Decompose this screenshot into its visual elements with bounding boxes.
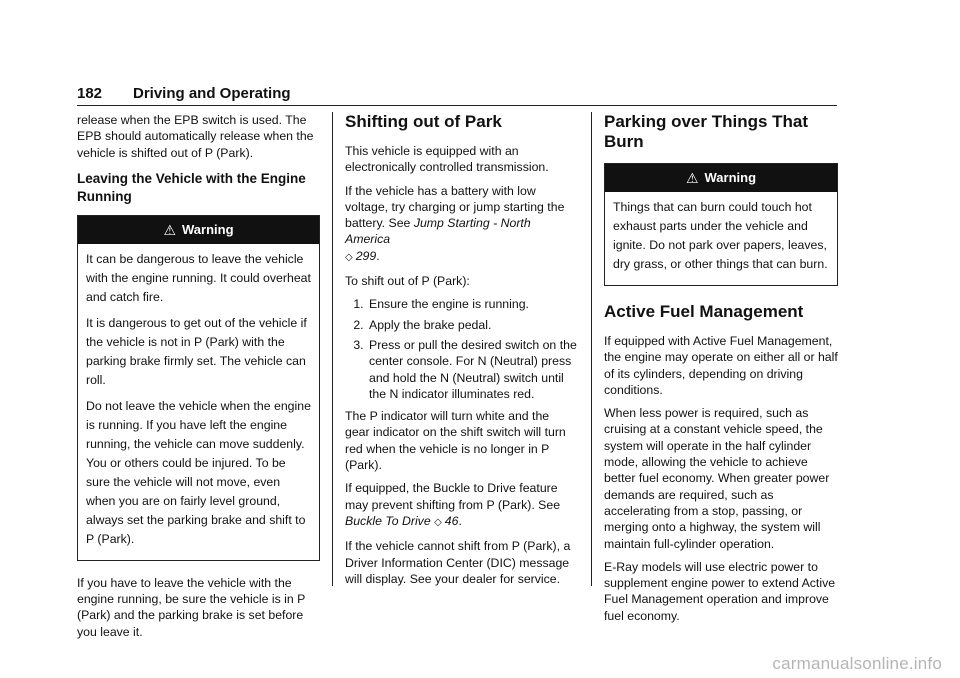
warning-box bbox=[77, 215, 320, 561]
list-item: 1. Ensure the engine is running. bbox=[367, 296, 577, 312]
warning-body bbox=[605, 192, 837, 285]
page-header bbox=[77, 83, 837, 106]
warning-triangle-icon: ⚠ bbox=[163, 221, 177, 238]
cross-reference-link[interactable]: Buckle To Drive bbox=[345, 513, 431, 528]
paragraph: This vehicle is equipped with an electronically controlled transmission. bbox=[345, 144, 549, 175]
page-ref-icon: ◇ bbox=[345, 251, 353, 263]
warning-body bbox=[78, 244, 319, 560]
paragraph: If equipped with Active Fuel Management, the engine may operate on either all or half of its cylinders, depending on driving conditions. bbox=[604, 334, 838, 397]
warning-text: Do not leave the vehicle when the engine is running. If you have left the engine running, the vehicle can move suddenly. You or others could be injured. To be sure the vehicle will not move, even when you are on fairly level ground, always set the parking brake and shift to P (Park). bbox=[86, 398, 311, 546]
list-item: 3. Press or pull the desired switch on the center console. For N (Neutral) press and hold the N (Neutral) switch until the N indicator illuminates red. bbox=[367, 337, 577, 402]
paragraph: When less power is required, such as cruising at a constant vehicle speed, the system will operate in the half cylinder mode, allowing the vehicle to achieve better fuel economy. When greater power demands are required, such as accelerating from a stop, passing, or merging onto a highway, the system will maintain full-cylinder operation. bbox=[604, 406, 830, 551]
column-1 bbox=[77, 112, 320, 647]
watermark: carmanualsonline.info bbox=[772, 654, 942, 673]
paragraph: The P indicator will turn white and the gear indicator on the shift switch will turn red when the vehicle is no longer in P (Park). bbox=[345, 409, 566, 473]
cross-reference-link[interactable]: Jump Starting - North America bbox=[345, 216, 531, 247]
column-2 bbox=[345, 112, 577, 594]
paragraph: If the vehicle has a battery with low voltage, try charging or jump starting the battery. See Jump Starting - North America ◇ 299. bbox=[345, 183, 565, 263]
page-reference[interactable]: 299 bbox=[355, 248, 377, 263]
warning-header bbox=[78, 216, 319, 244]
section-title: Driving and Operating bbox=[133, 85, 291, 102]
paragraph: release when the EPB switch is used. The EPB should automatically release when the vehicle is shifted out of P (Park). bbox=[77, 113, 314, 160]
column-3 bbox=[604, 112, 838, 631]
warning-text: Things that can burn could touch hot exhaust parts under the vehicle and ignite. Do not park over papers, leaves, dry grass, or other things that can burn. bbox=[613, 200, 828, 271]
warning-triangle-icon: ⚠ bbox=[685, 169, 699, 186]
paragraph: If the vehicle cannot shift from P (Park), a Driver Information Center (DIC) message will display. See your dealer for service. bbox=[345, 539, 571, 586]
warning-label: Warning bbox=[704, 169, 757, 185]
paragraph: To shift out of P (Park): bbox=[345, 274, 470, 289]
paragraph: If equipped, the Buckle to Drive feature may prevent shifting from P (Park). See Buckle To Drive ◇ 46. bbox=[345, 481, 561, 528]
page-reference[interactable]: 46 bbox=[444, 513, 459, 528]
page-number: 182 bbox=[77, 85, 103, 102]
paragraph: E-Ray models will use electric power to supplement engine power to extend Active Fuel Management operation and improve fuel economy. bbox=[604, 559, 836, 623]
warning-text: It can be dangerous to leave the vehicle with the engine running. It could overheat and catch fire. bbox=[86, 251, 311, 304]
heading-parking-over-things: Parking over Things That Burn bbox=[604, 112, 809, 151]
steps-list bbox=[345, 296, 577, 402]
column-divider bbox=[591, 112, 592, 586]
warning-box bbox=[604, 163, 838, 286]
warning-text: It is dangerous to get out of the vehicle if the vehicle is not in P (Park) with the parking brake firmly set. The vehicle can roll. bbox=[86, 315, 307, 387]
list-item: 2. Apply the brake pedal. bbox=[367, 317, 577, 333]
heading-shifting-out-of-park: Shifting out of Park bbox=[345, 112, 502, 131]
page-ref-icon: ◇ bbox=[434, 516, 442, 528]
column-divider bbox=[332, 112, 333, 586]
warning-label: Warning bbox=[182, 221, 234, 237]
heading-active-fuel-management: Active Fuel Management bbox=[604, 302, 804, 321]
heading-leaving-vehicle: Leaving the Vehicle with the Engine Running bbox=[77, 170, 306, 204]
warning-header bbox=[605, 164, 837, 192]
paragraph: If you have to leave the vehicle with the engine running, be sure the vehicle is in P (Park) and the parking brake is set before you leave it. bbox=[77, 575, 306, 639]
